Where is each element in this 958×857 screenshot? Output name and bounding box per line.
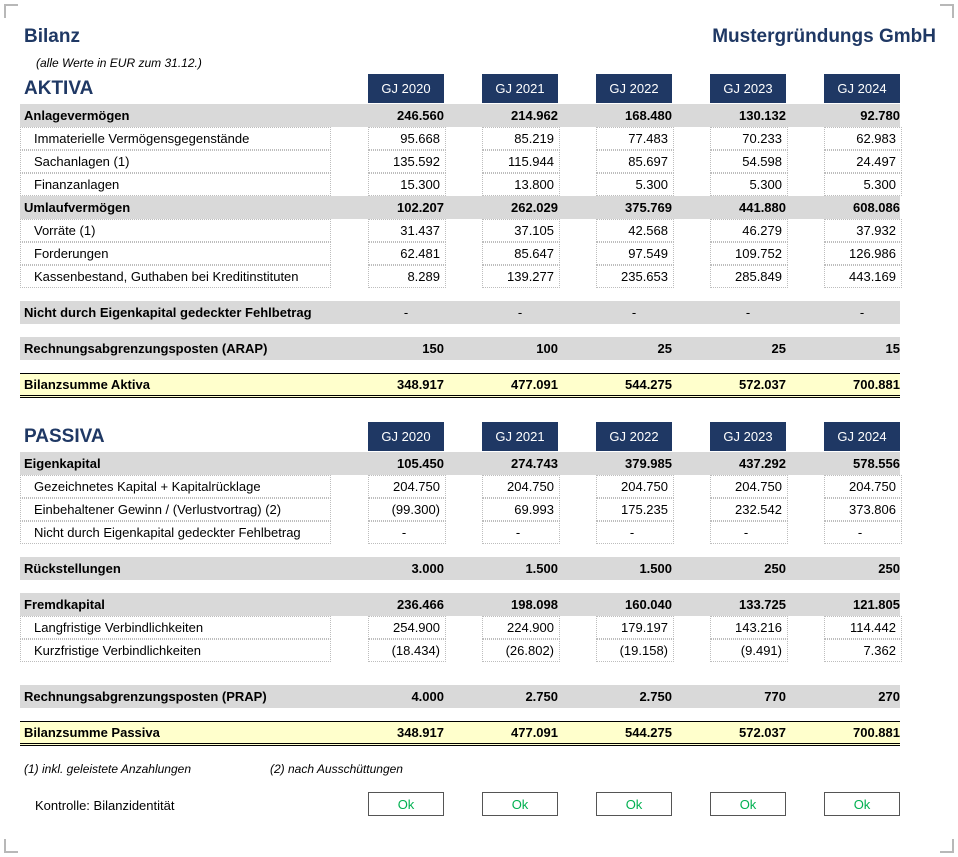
row-label: Immaterielle Vermögensgegenstände	[34, 131, 250, 146]
passiva-year-header: GJ 2022	[596, 422, 672, 451]
row-value: -	[629, 525, 635, 540]
row-value: 2.750	[525, 689, 558, 704]
row-value: 250	[878, 561, 900, 576]
row-value: -	[515, 525, 521, 540]
row-label: Finanzanlagen	[34, 177, 120, 192]
row-value: 204.750	[393, 479, 440, 494]
row-label: Rechnungsabgrenzungsposten (PRAP)	[24, 689, 267, 704]
row-value: 105.450	[397, 456, 444, 471]
aktiva-year-header: GJ 2024	[824, 74, 900, 103]
row-value: 24.497	[856, 154, 896, 169]
row-value: -	[859, 305, 865, 320]
row-value: 7.362	[863, 643, 896, 658]
row-value: 160.040	[625, 597, 672, 612]
row-value: 8.289	[407, 269, 440, 284]
row-value: -	[403, 305, 409, 320]
corner-mark	[940, 839, 954, 853]
row-value: 121.805	[853, 597, 900, 612]
row-value: 204.750	[507, 479, 554, 494]
row-value: 477.091	[511, 377, 558, 392]
row-label: Rückstellungen	[24, 561, 121, 576]
aktiva-row	[20, 104, 900, 127]
row-value: -	[517, 305, 523, 320]
row-value: 700.881	[853, 377, 900, 392]
row-value: 150	[422, 341, 444, 356]
row-value: 270	[878, 689, 900, 704]
row-value: 42.568	[628, 223, 668, 238]
passiva-row	[20, 521, 900, 544]
row-value: 5.300	[863, 177, 896, 192]
kontrolle-ok-cell: Ok	[482, 792, 558, 816]
row-label: Nicht durch Eigenkapital gedeckter Fehlbetrag	[24, 305, 312, 320]
row-value: 1.500	[525, 561, 558, 576]
row-label: Langfristige Verbindlichkeiten	[34, 620, 204, 635]
row-value: -	[857, 525, 863, 540]
row-label: Gezeichnetes Kapital + Kapitalrücklage	[34, 479, 261, 494]
row-value: 31.437	[400, 223, 440, 238]
row-value: 25	[771, 341, 786, 356]
row-value: 437.292	[739, 456, 786, 471]
row-value: 544.275	[625, 725, 672, 740]
row-value: 130.132	[739, 108, 786, 123]
row-value: 85.647	[514, 246, 554, 261]
row-value: 15	[885, 341, 900, 356]
row-value: 700.881	[853, 725, 900, 740]
aktiva-year-header: GJ 2023	[710, 74, 786, 103]
row-label: Kassenbestand, Guthaben bei Kreditinstituten	[34, 269, 299, 284]
row-value: 109.752	[735, 246, 782, 261]
kontrolle-ok-cell: Ok	[710, 792, 786, 816]
row-value: 179.197	[621, 620, 668, 635]
row-value: 578.556	[853, 456, 900, 471]
passiva-year-header: GJ 2024	[824, 422, 900, 451]
row-label: Bilanzsumme Passiva	[24, 725, 160, 740]
aktiva-row	[20, 173, 900, 196]
row-value: 5.300	[635, 177, 668, 192]
aktiva-row	[20, 219, 900, 242]
row-value: 204.750	[735, 479, 782, 494]
row-value: 204.750	[849, 479, 896, 494]
row-label: Einbehaltener Gewinn / (Verlustvortrag) (2)	[34, 502, 282, 517]
footnote-1: (1) inkl. geleistete Anzahlungen	[24, 762, 191, 776]
row-value: 15.300	[400, 177, 440, 192]
row-label: Rechnungsabgrenzungsposten (ARAP)	[24, 341, 268, 356]
passiva-row	[20, 639, 900, 662]
passiva-row	[20, 685, 900, 708]
passiva-year-header: GJ 2021	[482, 422, 558, 451]
row-label: Bilanzsumme Aktiva	[24, 377, 150, 392]
aktiva-year-header: GJ 2020	[368, 74, 444, 103]
row-value: 572.037	[739, 377, 786, 392]
row-value: 608.086	[853, 200, 900, 215]
row-value: 348.917	[397, 725, 444, 740]
row-value: 379.985	[625, 456, 672, 471]
row-value: 373.806	[849, 502, 896, 517]
row-label: Nicht durch Eigenkapital gedeckter Fehlbetrag	[34, 525, 301, 540]
passiva-heading: PASSIVA	[24, 426, 105, 447]
passiva-row	[20, 721, 900, 746]
kontrolle-label: Kontrolle: Bilanzidentität	[35, 798, 175, 813]
row-value: 37.105	[514, 223, 554, 238]
aktiva-row	[20, 373, 900, 398]
row-value: -	[745, 305, 751, 320]
aktiva-row	[20, 196, 900, 219]
row-value: (18.434)	[391, 643, 440, 658]
passiva-year-header: GJ 2020	[368, 422, 444, 451]
row-value: 285.849	[735, 269, 782, 284]
row-label: Kurzfristige Verbindlichkeiten	[34, 643, 201, 658]
row-value: 143.216	[735, 620, 782, 635]
passiva-row	[20, 616, 900, 639]
row-value: 232.542	[735, 502, 782, 517]
row-value: 37.932	[856, 223, 896, 238]
row-value: 77.483	[628, 131, 668, 146]
row-value: 443.169	[849, 269, 896, 284]
row-value: -	[631, 305, 637, 320]
row-value: 92.780	[860, 108, 900, 123]
row-value: 5.300	[749, 177, 782, 192]
row-value: -	[743, 525, 749, 540]
row-value: 46.279	[742, 223, 782, 238]
aktiva-year-header: GJ 2022	[596, 74, 672, 103]
row-value: 114.442	[849, 620, 896, 635]
row-value: 70.233	[742, 131, 782, 146]
row-value: 97.549	[628, 246, 668, 261]
row-value: 175.235	[621, 502, 668, 517]
row-value: 274.743	[511, 456, 558, 471]
passiva-row	[20, 475, 900, 498]
row-value: 4.000	[411, 689, 444, 704]
row-value: (99.300)	[391, 502, 440, 517]
row-label: Vorräte (1)	[34, 223, 96, 238]
row-value: 25	[657, 341, 672, 356]
row-value: 544.275	[625, 377, 672, 392]
page-title: Bilanz	[24, 26, 80, 47]
row-value: 115.944	[507, 154, 554, 169]
row-value: (19.158)	[619, 643, 668, 658]
row-value: 62.481	[400, 246, 440, 261]
row-value: 3.000	[411, 561, 444, 576]
row-value: 375.769	[625, 200, 672, 215]
row-value: 770	[764, 689, 786, 704]
aktiva-row	[20, 301, 900, 324]
kontrolle-ok-cell: Ok	[368, 792, 444, 816]
corner-mark	[940, 4, 954, 18]
row-value: 54.598	[742, 154, 782, 169]
aktiva-row	[20, 242, 900, 265]
row-value: 214.962	[511, 108, 558, 123]
row-value: 236.466	[397, 597, 444, 612]
row-value: 204.750	[621, 479, 668, 494]
row-label: Fremdkapital	[24, 597, 105, 612]
row-value: 168.480	[625, 108, 672, 123]
row-value: 250	[764, 561, 786, 576]
row-value: 2.750	[639, 689, 672, 704]
company-name: Mustergründungs GmbH	[712, 26, 936, 47]
row-value: 102.207	[397, 200, 444, 215]
row-label: Anlagevermögen	[24, 108, 130, 123]
corner-mark	[4, 839, 18, 853]
row-value: 62.983	[856, 131, 896, 146]
subtitle: (alle Werte in EUR zum 31.12.)	[36, 56, 202, 70]
aktiva-heading: AKTIVA	[24, 78, 94, 99]
row-value: 224.900	[507, 620, 554, 635]
footnote-2: (2) nach Ausschüttungen	[270, 762, 403, 776]
row-label: Sachanlagen (1)	[34, 154, 130, 169]
row-value: 85.697	[628, 154, 668, 169]
row-value: 13.800	[514, 177, 554, 192]
row-value: 139.277	[507, 269, 554, 284]
aktiva-year-header: GJ 2021	[482, 74, 558, 103]
row-value: 100	[536, 341, 558, 356]
row-label: Eigenkapital	[24, 456, 101, 471]
aktiva-row	[20, 150, 900, 173]
row-value: 348.917	[397, 377, 444, 392]
row-value: 246.560	[397, 108, 444, 123]
passiva-row	[20, 452, 900, 475]
row-value: 198.098	[511, 597, 558, 612]
corner-mark	[4, 4, 18, 18]
passiva-year-header: GJ 2023	[710, 422, 786, 451]
aktiva-row	[20, 127, 900, 150]
row-value: 95.668	[400, 131, 440, 146]
kontrolle-ok-cell: Ok	[824, 792, 900, 816]
passiva-row	[20, 593, 900, 616]
row-value: 254.900	[393, 620, 440, 635]
row-value: 235.653	[621, 269, 668, 284]
row-value: 441.880	[739, 200, 786, 215]
row-label: Umlaufvermögen	[24, 200, 131, 215]
row-value: (9.491)	[740, 643, 782, 658]
passiva-row	[20, 498, 900, 521]
kontrolle-ok-cell: Ok	[596, 792, 672, 816]
row-value: 572.037	[739, 725, 786, 740]
row-value: 262.029	[511, 200, 558, 215]
row-value: (26.802)	[505, 643, 554, 658]
row-label: Forderungen	[34, 246, 109, 261]
row-value: -	[401, 525, 407, 540]
row-value: 477.091	[511, 725, 558, 740]
row-value: 126.986	[849, 246, 896, 261]
row-value: 135.592	[393, 154, 440, 169]
row-value: 1.500	[639, 561, 672, 576]
row-value: 69.993	[514, 502, 554, 517]
aktiva-row	[20, 337, 900, 360]
row-value: 133.725	[739, 597, 786, 612]
aktiva-row	[20, 265, 900, 288]
row-value: 85.219	[514, 131, 554, 146]
passiva-row	[20, 557, 900, 580]
